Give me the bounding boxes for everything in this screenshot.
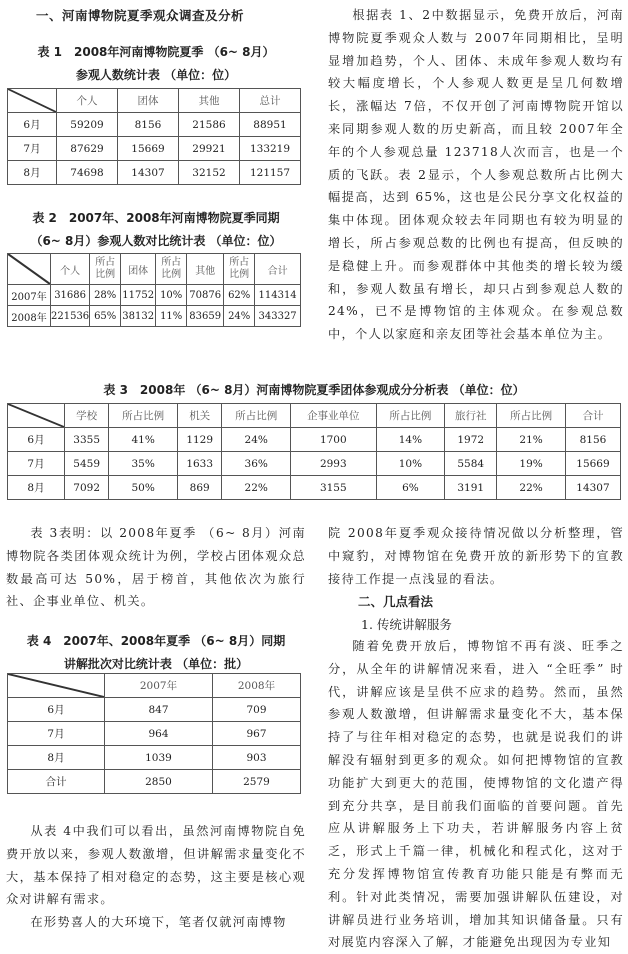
cell: 15669 — [565, 452, 620, 476]
cell: 32152 — [179, 161, 240, 185]
row-label: 7月 — [8, 452, 65, 476]
cell: 11% — [156, 306, 187, 327]
table2-header: 团体 — [121, 254, 156, 285]
cell: 14307 — [565, 476, 620, 500]
table2-header: 其他 — [187, 254, 224, 285]
table4-row — [8, 746, 301, 770]
cell: 5584 — [445, 452, 497, 476]
table3-header: 企事业单位 — [291, 404, 377, 428]
body-paragraph-table4 — [6, 820, 306, 934]
cell: 41% — [109, 428, 178, 452]
table1-row — [8, 161, 301, 185]
cell: 24% — [224, 306, 255, 327]
table3 — [7, 403, 621, 500]
cell: 7092 — [65, 476, 109, 500]
table1-header: 个人 — [57, 89, 118, 113]
table3-header: 所占比例 — [109, 404, 178, 428]
paragraph-text: 从表 4中我们可以看出，虽然河南博物院自免费开放以来，参观人数激增，但讲解需求量变化不大，基本保持了相对稳定的态势，这主要是核心观众对讲解有需求。 — [6, 824, 306, 907]
table2-header: 所占 比例 — [224, 254, 255, 285]
cell: 31686 — [51, 285, 90, 306]
table2-row — [8, 285, 301, 306]
row-label: 6月 — [8, 428, 65, 452]
cell: 29921 — [179, 137, 240, 161]
table3-row — [8, 452, 621, 476]
row-label: 2007年 — [8, 285, 51, 306]
table1-header: 其他 — [179, 89, 240, 113]
cell: 1129 — [178, 428, 222, 452]
cell: 133219 — [240, 137, 301, 161]
cell: 15669 — [118, 137, 179, 161]
table2-header: 合计 — [255, 254, 301, 285]
table1-row — [8, 137, 301, 161]
cell: 2993 — [291, 452, 377, 476]
cell: 967 — [213, 722, 301, 746]
paragraph-text: 表 3表明：以 2008年夏季 （6~ 8月）河南博物院各类团体观众统计为例，学校占团体观众总数最高可达 50%，居于榜首，其他依次为旅行社、企事业单位、机关。 — [6, 526, 306, 609]
row-label: 8月 — [8, 161, 57, 185]
cell: 3191 — [445, 476, 497, 500]
cell: 38132 — [121, 306, 156, 327]
paragraph-text: 院 2008年夏季观众接待情况做以分析整理，管中窥豹，对博物馆在免费开放的新形势下的宣教接待工作提一点浅显的看法。 — [328, 526, 624, 586]
cell: 10% — [156, 285, 187, 306]
cell: 1700 — [291, 428, 377, 452]
cell: 121157 — [240, 161, 301, 185]
table2-header: 所占 比例 — [90, 254, 121, 285]
cell: 964 — [105, 722, 213, 746]
table3-corner-cell — [8, 404, 65, 428]
row-label: 合计 — [8, 770, 105, 794]
row-label: 7月 — [8, 722, 105, 746]
cell: 36% — [222, 452, 291, 476]
row-label: 8月 — [8, 476, 65, 500]
cell: 70876 — [187, 285, 224, 306]
body-paragraph-1 — [328, 4, 624, 346]
cell: 21586 — [179, 113, 240, 137]
table4-caption-line1: 表 4 2007年、2008年夏季 （6~ 8月）同期 — [26, 634, 286, 648]
cell: 3155 — [291, 476, 377, 500]
table3-header: 合计 — [565, 404, 620, 428]
table3-header: 旅行社 — [445, 404, 497, 428]
cell: 2579 — [213, 770, 301, 794]
table4-header: 2007年 — [105, 674, 213, 698]
cell: 88951 — [240, 113, 301, 137]
table2-caption-line2: （6~ 8月）参观人数对比统计表 （单位：位） — [30, 234, 282, 248]
row-label: 6月 — [8, 113, 57, 137]
row-label: 2008年 — [8, 306, 51, 327]
cell: 869 — [178, 476, 222, 500]
table3-header: 所占比例 — [222, 404, 291, 428]
body-paragraph-table3 — [6, 522, 306, 613]
cell: 1039 — [105, 746, 213, 770]
body-paragraph-final — [328, 635, 624, 954]
cell: 19% — [497, 452, 566, 476]
cell: 11752 — [121, 285, 156, 306]
cell: 2850 — [105, 770, 213, 794]
cell: 3355 — [65, 428, 109, 452]
cell: 14% — [376, 428, 445, 452]
cell: 903 — [213, 746, 301, 770]
table1 — [7, 88, 301, 185]
table2 — [7, 253, 301, 327]
table1-corner-cell — [8, 89, 57, 113]
table1-caption-line2: 参观人数统计表 （单位：位） — [75, 68, 237, 82]
cell: 6% — [376, 476, 445, 500]
section-title-2: 二、几点看法 — [358, 594, 434, 609]
cell: 35% — [109, 452, 178, 476]
cell: 59209 — [57, 113, 118, 137]
cell: 83659 — [187, 306, 224, 327]
table4-row — [8, 770, 301, 794]
subsection-title-1: 1. 传统讲解服务 — [361, 617, 452, 632]
paragraph-text: 随着免费开放后，博物馆不再有淡、旺季之分，从全年的讲解情况来看，进入 “全旺季” 时代，讲解应该是呈供不应求的趋势。然而，虽然参观人数激增，但讲解需求量变化不大，基本保持了与往年相对稳定的态势，也就是说我们的讲解没有辐射到更多的观众。如何把博物馆的宣教功能扩大到更大的范围，使博物馆的文化遗产得到充分共享，是目前我们面临的首要问题。首先应从讲解服务上下功夫，若讲解服务内容上贫乏，形式上千篇一律，机械化和程式化，这对于充分发挥博物馆宣传教育功能只能是有弊而无利。针对此类情况，需要加强讲解队伍建设，对讲解员进行业务培训，增加其知识储备量。只有对展览内容深入了解，才能避免出现因为专业知 — [328, 639, 624, 950]
row-label: 7月 — [8, 137, 57, 161]
cell: 65% — [90, 306, 121, 327]
cell: 24% — [222, 428, 291, 452]
cell: 28% — [90, 285, 121, 306]
table4-row — [8, 698, 301, 722]
cell: 14307 — [118, 161, 179, 185]
body-paragraph-continued — [328, 522, 624, 590]
cell: 74698 — [57, 161, 118, 185]
row-label: 8月 — [8, 746, 105, 770]
cell: 709 — [213, 698, 301, 722]
table4-row — [8, 722, 301, 746]
cell: 343327 — [255, 306, 301, 327]
table2-header: 个人 — [51, 254, 90, 285]
table4 — [7, 673, 301, 794]
table4-corner-cell — [8, 674, 105, 698]
row-label: 6月 — [8, 698, 105, 722]
section-title-1: 一、河南博物院夏季观众调查及分析 — [36, 8, 245, 23]
cell: 1972 — [445, 428, 497, 452]
cell: 114314 — [255, 285, 301, 306]
cell: 22% — [222, 476, 291, 500]
table3-header: 学校 — [65, 404, 109, 428]
cell: 10% — [376, 452, 445, 476]
table2-row — [8, 306, 301, 327]
table1-row — [8, 113, 301, 137]
cell: 5459 — [65, 452, 109, 476]
cell: 8156 — [565, 428, 620, 452]
table4-caption-line2: 讲解批次对比统计表 （单位：批） — [63, 657, 249, 671]
table1-caption-line1: 表 1 2008年河南博物院夏季 （6~ 8月） — [37, 45, 275, 59]
cell: 62% — [224, 285, 255, 306]
table2-caption-line1: 表 2 2007年、2008年河南博物院夏季同期 — [32, 211, 280, 225]
cell: 21% — [497, 428, 566, 452]
table2-corner-cell — [8, 254, 51, 285]
table1-header: 团体 — [118, 89, 179, 113]
cell: 1633 — [178, 452, 222, 476]
table4-header: 2008年 — [213, 674, 301, 698]
table1-header: 总计 — [240, 89, 301, 113]
table3-row — [8, 476, 621, 500]
cell: 50% — [109, 476, 178, 500]
table3-row — [8, 428, 621, 452]
table3-header: 所占比例 — [497, 404, 566, 428]
cell: 8156 — [118, 113, 179, 137]
table3-header: 所占比例 — [376, 404, 445, 428]
cell: 87629 — [57, 137, 118, 161]
table2-header: 所占 比例 — [156, 254, 187, 285]
table3-caption: 表 3 2008年 （6~ 8月）河南博物院夏季团体参观成分分析表 （单位：位） — [103, 383, 525, 397]
table3-header: 机关 — [178, 404, 222, 428]
paragraph-text: 在形势喜人的大环境下，笔者仅就河南博物 — [30, 915, 287, 930]
cell: 22% — [497, 476, 566, 500]
paragraph-text: 根据表 1、2中数据显示，免费开放后，河南博物院夏季观众人数与 2007年同期相比，呈明显增加趋势，个人、团体、未成年参观人数均有较大幅度增长，个人参观人数更是呈几何数增长，涨幅达 7倍，不仅开创了河南博物院开馆以来同期参观人数的历史新高，而且较 2007年全年的个人参观总量 123718人次而言，也是一个质的飞跃。表 2显示，个人参观总数所占比例大幅提高，达到 65%，这也是公民分享文化权益的集中体现。团体观众较去年同期也有较为明显的增长，所占参观总数的比例也有提高，但反映的是稳健上升。而参观群体中其他类的增长较为缓和，参观人数虽有增长，却只占到参观总人数的 24%，已不是博物馆的主体观众。在参观总数中，个人以家庭和亲友团等社会基本单位为主。 — [328, 8, 624, 342]
cell: 847 — [105, 698, 213, 722]
cell: 221536 — [51, 306, 90, 327]
